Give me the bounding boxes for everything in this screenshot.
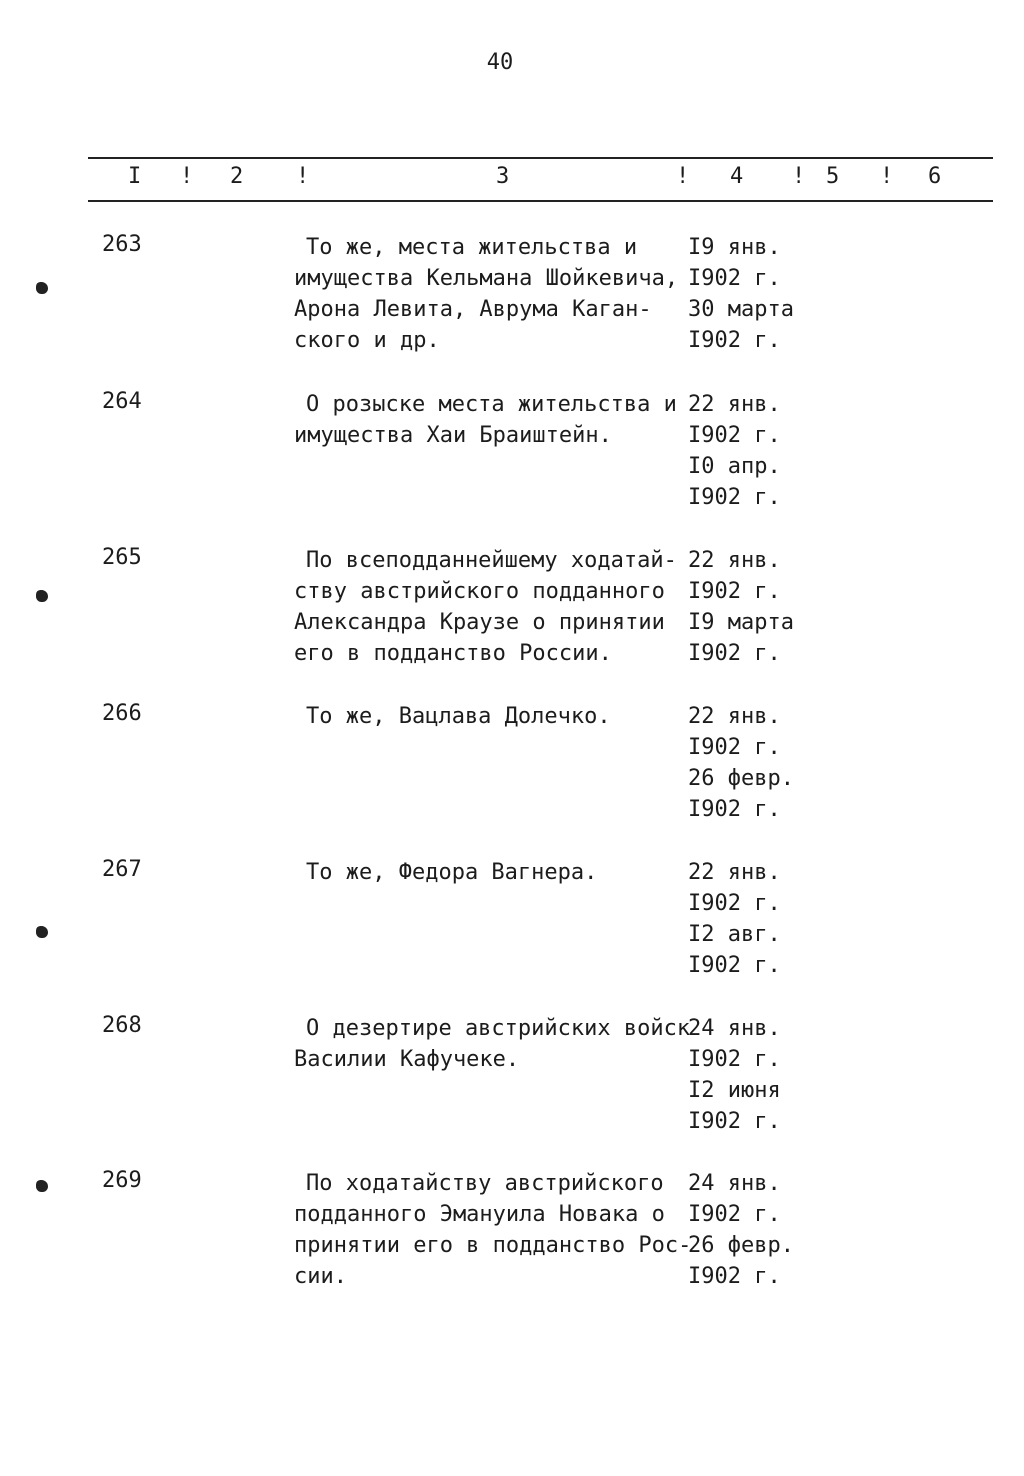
inventory-entry (0, 701, 1024, 857)
start-year: I902 г. (688, 1047, 781, 1072)
description-line: сии. (294, 1264, 347, 1289)
binding-hole-mark (36, 282, 48, 294)
entry-dates (688, 1168, 808, 1292)
entry-description (294, 857, 684, 888)
end-date: I0 апр. (688, 454, 781, 479)
start-date: 22 янв. (688, 548, 781, 573)
start-date: I9 янв. (688, 235, 781, 260)
header-col-6: 6 (928, 164, 942, 189)
binding-hole-mark (36, 590, 48, 602)
header-top-rule (88, 157, 993, 159)
entry-description (294, 232, 684, 356)
end-year: I902 г. (688, 797, 781, 822)
end-date: 26 февр. (688, 1233, 794, 1258)
header-separator: ! (676, 164, 690, 189)
start-year: I902 г. (688, 579, 781, 604)
entry-dates (688, 857, 808, 981)
inventory-entry (0, 1013, 1024, 1169)
start-date: 22 янв. (688, 392, 781, 417)
end-date: I9 марта (688, 610, 794, 635)
start-date: 22 янв. (688, 860, 781, 885)
end-year: I902 г. (688, 953, 781, 978)
description-line: ского и др. (294, 328, 440, 353)
end-date: I2 авг. (688, 922, 781, 947)
start-year: I902 г. (688, 891, 781, 916)
start-year: I902 г. (688, 423, 781, 448)
description-line: имущества Кельмана Шойкевича, (294, 266, 679, 291)
entry-number: 267 (102, 857, 142, 882)
header-separator: ! (180, 164, 194, 189)
inventory-entry (0, 857, 1024, 1013)
entry-number: 264 (102, 389, 142, 414)
end-year: I902 г. (688, 641, 781, 666)
description-line: имущества Хаи Браиштейн. (294, 423, 612, 448)
description-line: Василии Кафучеке. (294, 1047, 520, 1072)
page-number: 40 (486, 50, 514, 75)
description-line: О розыске места жительства и (306, 392, 677, 417)
entry-description (294, 1013, 691, 1075)
start-date: 24 янв. (688, 1171, 781, 1196)
description-line: По всеподданнейшему ходатай- (306, 548, 677, 573)
entry-description (294, 545, 684, 669)
binding-hole-mark (36, 1180, 48, 1192)
end-date: I2 июня (688, 1078, 781, 1103)
end-date: 30 марта (688, 297, 794, 322)
inventory-entry (0, 232, 1024, 388)
end-year: I902 г. (688, 485, 781, 510)
entry-number: 263 (102, 232, 142, 257)
header-separator: ! (880, 164, 894, 189)
inventory-entry (0, 1168, 1024, 1324)
entry-dates (688, 545, 808, 669)
header-separator: ! (792, 164, 806, 189)
entry-dates (688, 1013, 808, 1137)
entry-dates (688, 701, 808, 825)
inventory-entry (0, 545, 1024, 701)
inventory-entry (0, 389, 1024, 545)
description-line: его в подданство России. (294, 641, 612, 666)
description-line: Александра Краузе о принятии (294, 610, 665, 635)
entry-description (294, 389, 684, 451)
header-separator: ! (296, 164, 310, 189)
description-line: То же, места жительства и (306, 235, 638, 260)
entry-description (294, 1168, 692, 1292)
description-line: Арона Левита, Аврума Каган- (294, 297, 652, 322)
description-line: То же, Вацлава Долечко. (306, 704, 611, 729)
description-line: подданного Эмануила Новака о (294, 1202, 665, 1227)
description-line: О дезертире австрийских войск (306, 1016, 691, 1041)
entry-number: 268 (102, 1013, 142, 1038)
start-year: I902 г. (688, 266, 781, 291)
binding-hole-mark (36, 926, 48, 938)
entry-description (294, 701, 684, 732)
entry-dates (688, 232, 808, 356)
end-year: I902 г. (688, 1109, 781, 1134)
start-date: 22 янв. (688, 704, 781, 729)
entry-number: 269 (102, 1168, 142, 1193)
start-year: I902 г. (688, 735, 781, 760)
end-year: I902 г. (688, 328, 781, 353)
description-line: принятии его в подданство Рос- (294, 1233, 692, 1258)
header-col-2: 2 (230, 164, 244, 189)
header-col-5: 5 (826, 164, 840, 189)
description-line: По ходатайству австрийского (306, 1171, 664, 1196)
header-col-3: 3 (496, 164, 510, 189)
header-col-4: 4 (730, 164, 744, 189)
entry-number: 266 (102, 701, 142, 726)
description-line: То же, Федора Вагнера. (306, 860, 598, 885)
end-date: 26 февр. (688, 766, 794, 791)
start-date: 24 янв. (688, 1016, 781, 1041)
start-year: I902 г. (688, 1202, 781, 1227)
entry-number: 265 (102, 545, 142, 570)
end-year: I902 г. (688, 1264, 781, 1289)
header-bottom-rule (88, 200, 993, 202)
description-line: ству австрийского подданного (294, 579, 665, 604)
header-col-1: I (128, 164, 142, 189)
entry-dates (688, 389, 808, 513)
